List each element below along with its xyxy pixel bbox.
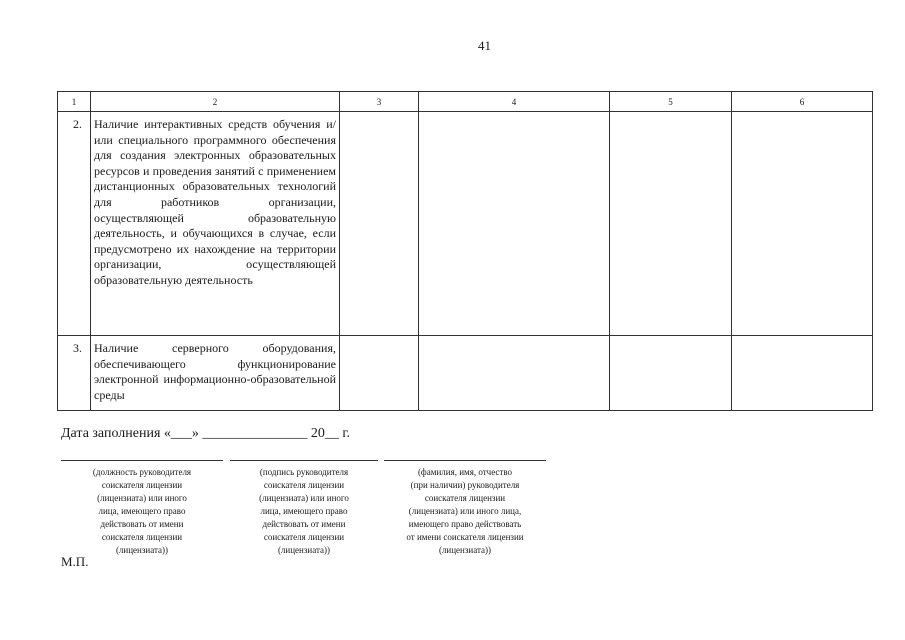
row-number: 2.	[58, 112, 91, 336]
signature-caption: (подпись руководителя соискателя лицензии (лицензиата) или иного лица, имеющего право действовать от имени соискателя лицензии (лицензиата))	[259, 467, 349, 555]
signature-caption: (фамилия, имя, отчество (при наличии) руководителя соискателя лицензии (лицензиата) или иного лица, имеющего право действовать от имени соискателя лицензии (лицензиата))	[406, 467, 524, 555]
table-row	[58, 112, 873, 336]
license-table	[57, 91, 873, 411]
column-header: 6	[732, 92, 873, 112]
row-description: Наличие интерактивных средств обучения и/или специального программного обеспечения для создания электронных образовательных ресурсов и проведения занятий с применением дистанционных образовательных технологий для работников организации, осуществляющей образовательную деятельность, и обучающихся в случае, если предусмотрено их нахождение на территории организации, осуществляющей образовательную деятельность	[91, 112, 340, 336]
row-number: 3.	[58, 336, 91, 411]
empty-cell	[419, 112, 610, 336]
column-header: 1	[58, 92, 91, 112]
empty-cell	[419, 336, 610, 411]
signature-block-position	[61, 460, 223, 557]
table-header-row	[58, 92, 873, 112]
stamp-label: М.П.	[61, 554, 89, 569]
column-header: 4	[419, 92, 610, 112]
column-header: 3	[340, 92, 419, 112]
column-header: 2	[91, 92, 340, 112]
table-row	[58, 336, 873, 411]
column-header: 5	[610, 92, 732, 112]
page-number: 41	[478, 38, 491, 53]
empty-cell	[610, 336, 732, 411]
signature-caption: (должность руководителя соискателя лицензии (лицензиата) или иного лица, имеющего право действовать от имени соискателя лицензии (лицензиата))	[92, 467, 192, 555]
row-description: Наличие серверного оборудования, обеспечивающего функционирование электронной информационно-образовательной среды	[91, 336, 340, 411]
fill-date-line: Дата заполнения «___» _______________ 20__ г.	[61, 426, 351, 441]
empty-cell	[732, 112, 873, 336]
signature-block-sign	[230, 460, 378, 557]
empty-cell	[610, 112, 732, 336]
empty-cell	[732, 336, 873, 411]
empty-cell	[340, 112, 419, 336]
signature-block-name	[384, 460, 546, 557]
empty-cell	[340, 336, 419, 411]
